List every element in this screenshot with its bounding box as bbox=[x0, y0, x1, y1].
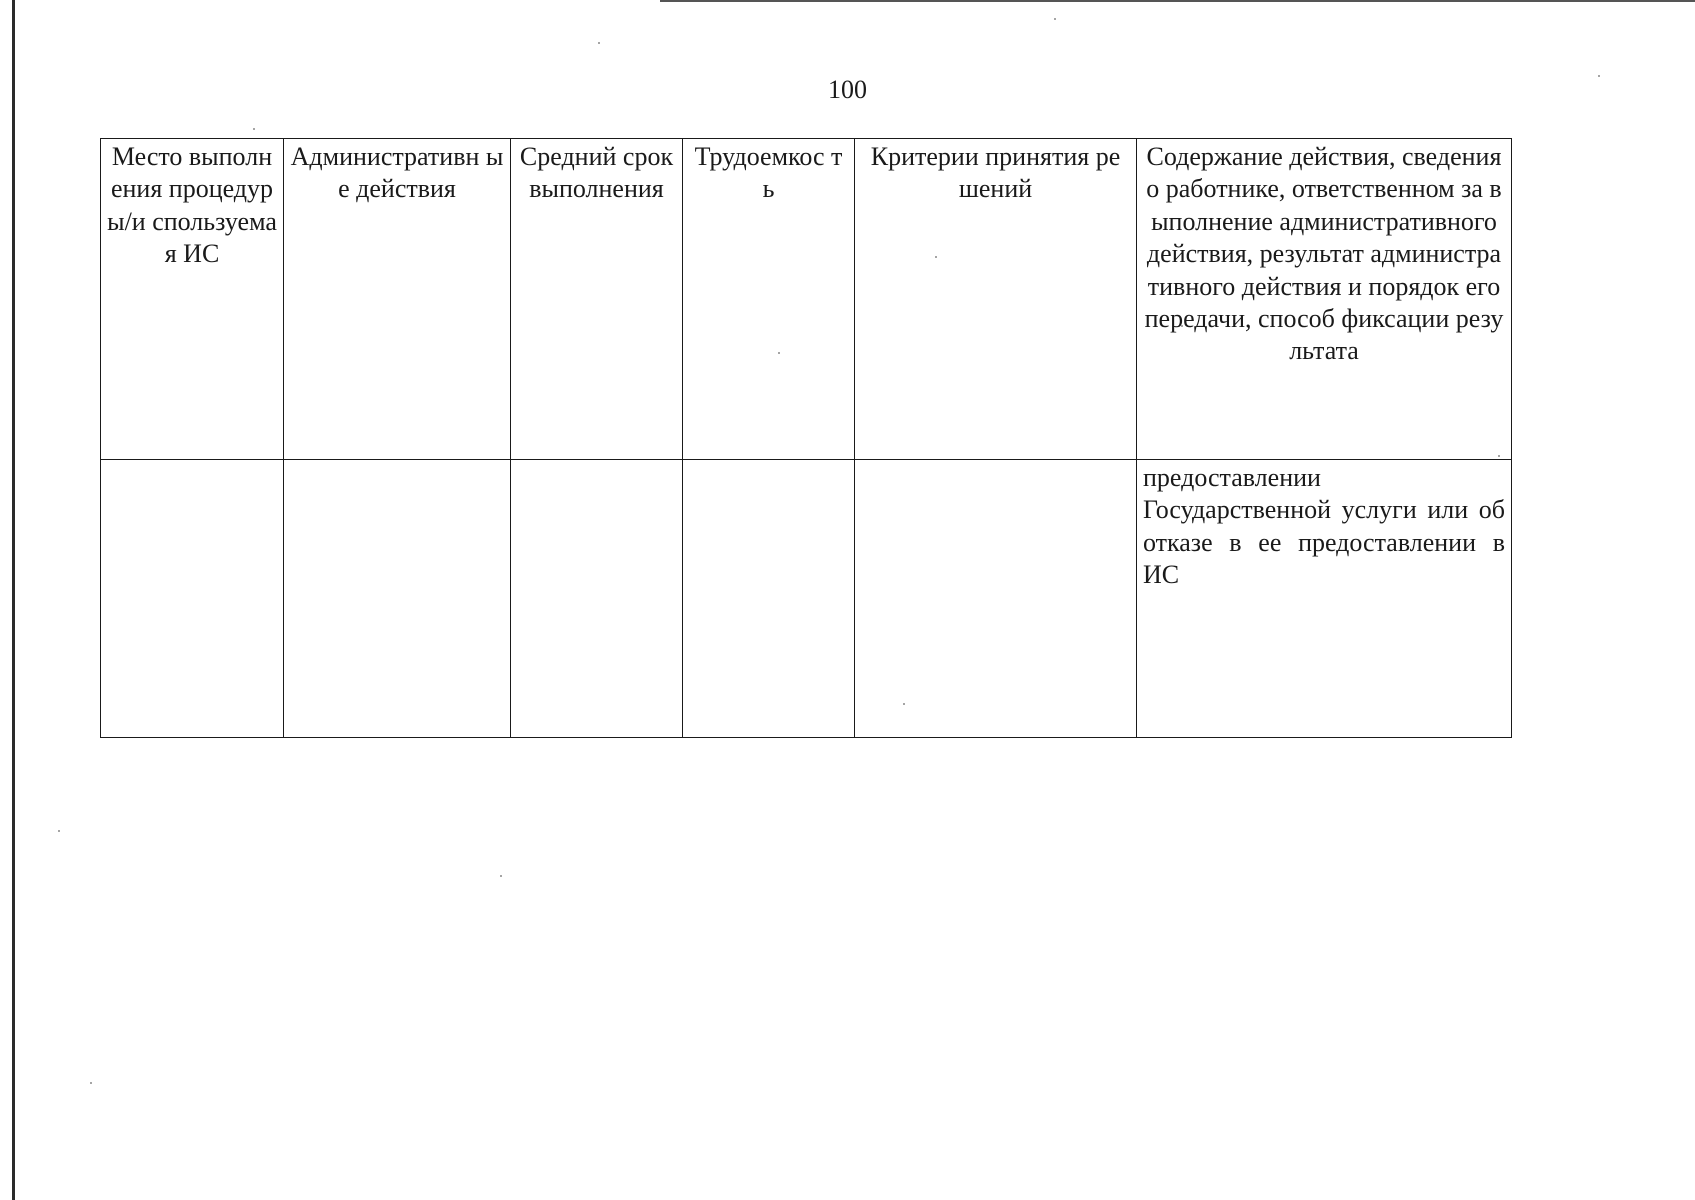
table-row bbox=[101, 460, 1512, 738]
scan-speck bbox=[253, 128, 255, 130]
scan-left-edge bbox=[12, 0, 15, 1200]
table-cell bbox=[511, 460, 683, 738]
scan-speck bbox=[598, 42, 600, 44]
scan-speck bbox=[1054, 18, 1056, 20]
column-header-decision-criteria: Критерии принятия решений bbox=[855, 139, 1137, 460]
table-header-row bbox=[101, 139, 1512, 460]
page-number: 100 bbox=[828, 75, 867, 104]
column-header-actions: Административн ые действия bbox=[284, 139, 511, 460]
table-cell bbox=[284, 460, 511, 738]
scan-speck bbox=[58, 830, 60, 832]
table-cell bbox=[683, 460, 855, 738]
table-cell bbox=[855, 460, 1137, 738]
scan-top-edge bbox=[660, 0, 1695, 2]
column-header-labor-intensity: Трудоемкос ть bbox=[683, 139, 855, 460]
scan-speck bbox=[500, 875, 502, 877]
scan-speck bbox=[90, 1082, 92, 1084]
table-cell-action-content: предоставлении Государственной услуги или об отказе в ее предоставлении в ИС bbox=[1137, 460, 1512, 738]
column-header-action-content: Содержание действия, сведения о работнике, ответственном за выполнение административного действия, результат административного действия и порядок его передачи, способ фиксации результата bbox=[1137, 139, 1512, 460]
procedure-table bbox=[100, 138, 1512, 738]
table-cell bbox=[101, 460, 284, 738]
column-header-place: Место выполнения процедуры/и спользуемая ИС bbox=[101, 139, 284, 460]
column-header-avg-duration: Средний срок выполнения bbox=[511, 139, 683, 460]
